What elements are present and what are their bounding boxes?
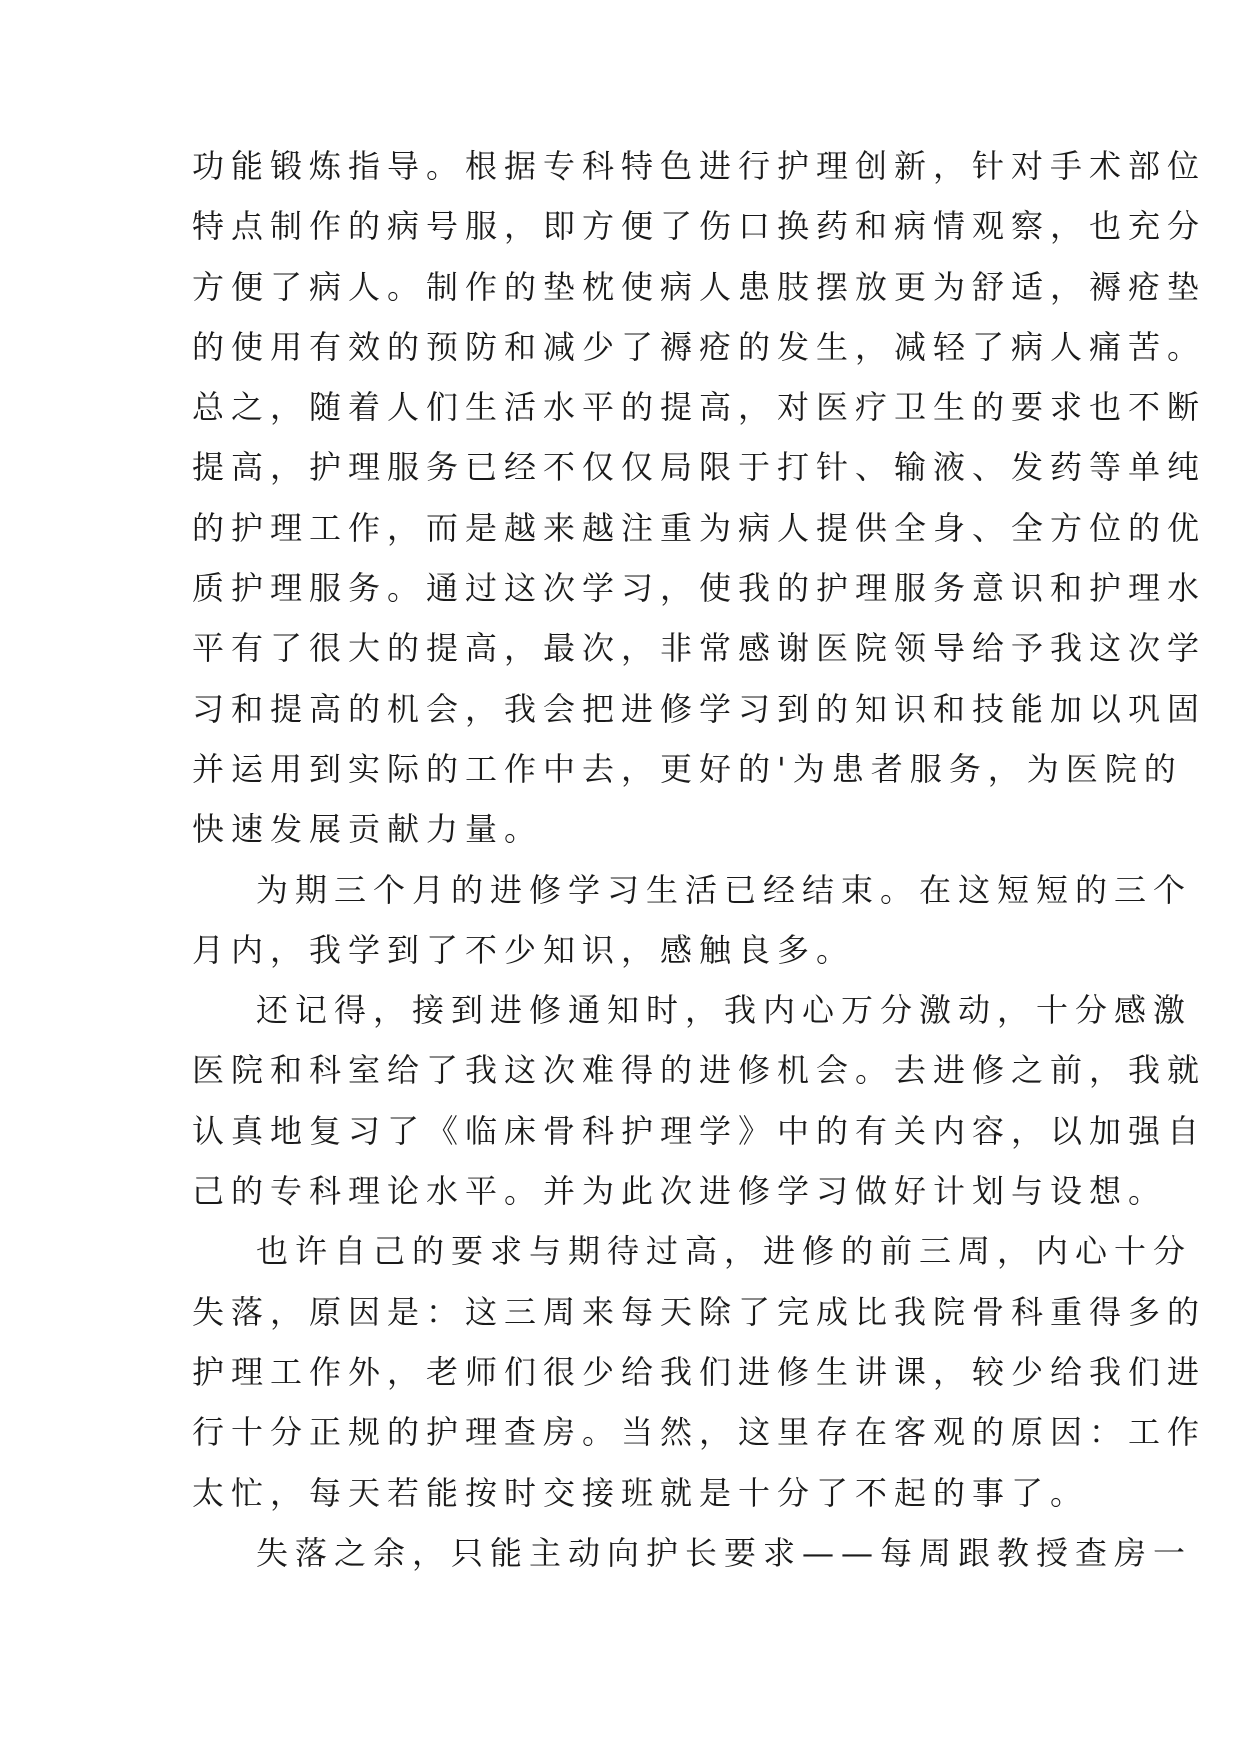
paragraph-first-line: 也许自己的要求与期待过高，进修的前三周，内心十分 xyxy=(256,1232,1193,1271)
paragraph-first-line: 还记得，接到进修通知时，我内心万分激动，十分感激 xyxy=(256,991,1193,1030)
text-line: 功能锻炼指导。根据专科特色进行护理创新，针对手术部位 xyxy=(192,147,1207,185)
text-line: 习和提高的机会，我会把进修学习到的知识和技能加以巩固 xyxy=(192,689,1207,728)
text-line: 失落，原因是：这三周来每天除了完成比我院骨科重得多的 xyxy=(192,1292,1207,1331)
text-line: 质护理服务。通过这次学习，使我的护理服务意识和护理水 xyxy=(192,569,1207,608)
text-line: 认真地复习了《临床骨科护理学》中的有关内容，以加强自 xyxy=(192,1111,1207,1150)
text-line: 快速发展贡献力量。 xyxy=(192,810,544,849)
text-line: 的使用有效的预防和减少了褥疮的发生，减轻了病人痛苦。 xyxy=(192,327,1207,366)
text-line: 月内，我学到了不少知识，感触良多。 xyxy=(192,930,856,969)
text-line: 并运用到实际的工作中去，更好的'为患者服务，为医院的 xyxy=(192,749,1183,788)
text-line: 总之，随着人们生活水平的提高，对医疗卫生的要求也不断 xyxy=(192,388,1207,427)
text-line: 平有了很大的提高，最次，非常感谢医院领导给予我这次学 xyxy=(192,629,1207,668)
paragraph-first-line: 为期三个月的进修学习生活已经结束。在这短短的三个 xyxy=(256,870,1193,909)
text-line: 护理工作外，老师们很少给我们进修生讲课，较少给我们进 xyxy=(192,1352,1207,1391)
text-line: 特点制作的病号服，即方便了伤口换药和病情观察，也充分 xyxy=(192,207,1207,246)
text-line: 己的专科理论水平。并为此次进修学习做好计划与设想。 xyxy=(192,1172,1168,1211)
text-line: 的护理工作，而是越来越注重为病人提供全身、全方位的优 xyxy=(192,508,1207,547)
text-line: 太忙，每天若能按时交接班就是十分了不起的事了。 xyxy=(192,1473,1090,1512)
text-line: 方便了病人。制作的垫枕使病人患肢摆放更为舒适，褥疮垫 xyxy=(192,267,1207,306)
text-line: 医院和科室给了我这次难得的进修机会。去进修之前，我就 xyxy=(192,1051,1207,1090)
text-line: 提高，护理服务已经不仅仅局限于打针、输液、发药等单纯 xyxy=(192,448,1207,487)
paragraph-first-line: 失落之余，只能主动向护长要求——每周跟教授查房一 xyxy=(256,1533,1193,1572)
document-body xyxy=(192,136,1207,1583)
text-line: 行十分正规的护理查房。当然，这里存在客观的原因：工作 xyxy=(192,1413,1207,1452)
